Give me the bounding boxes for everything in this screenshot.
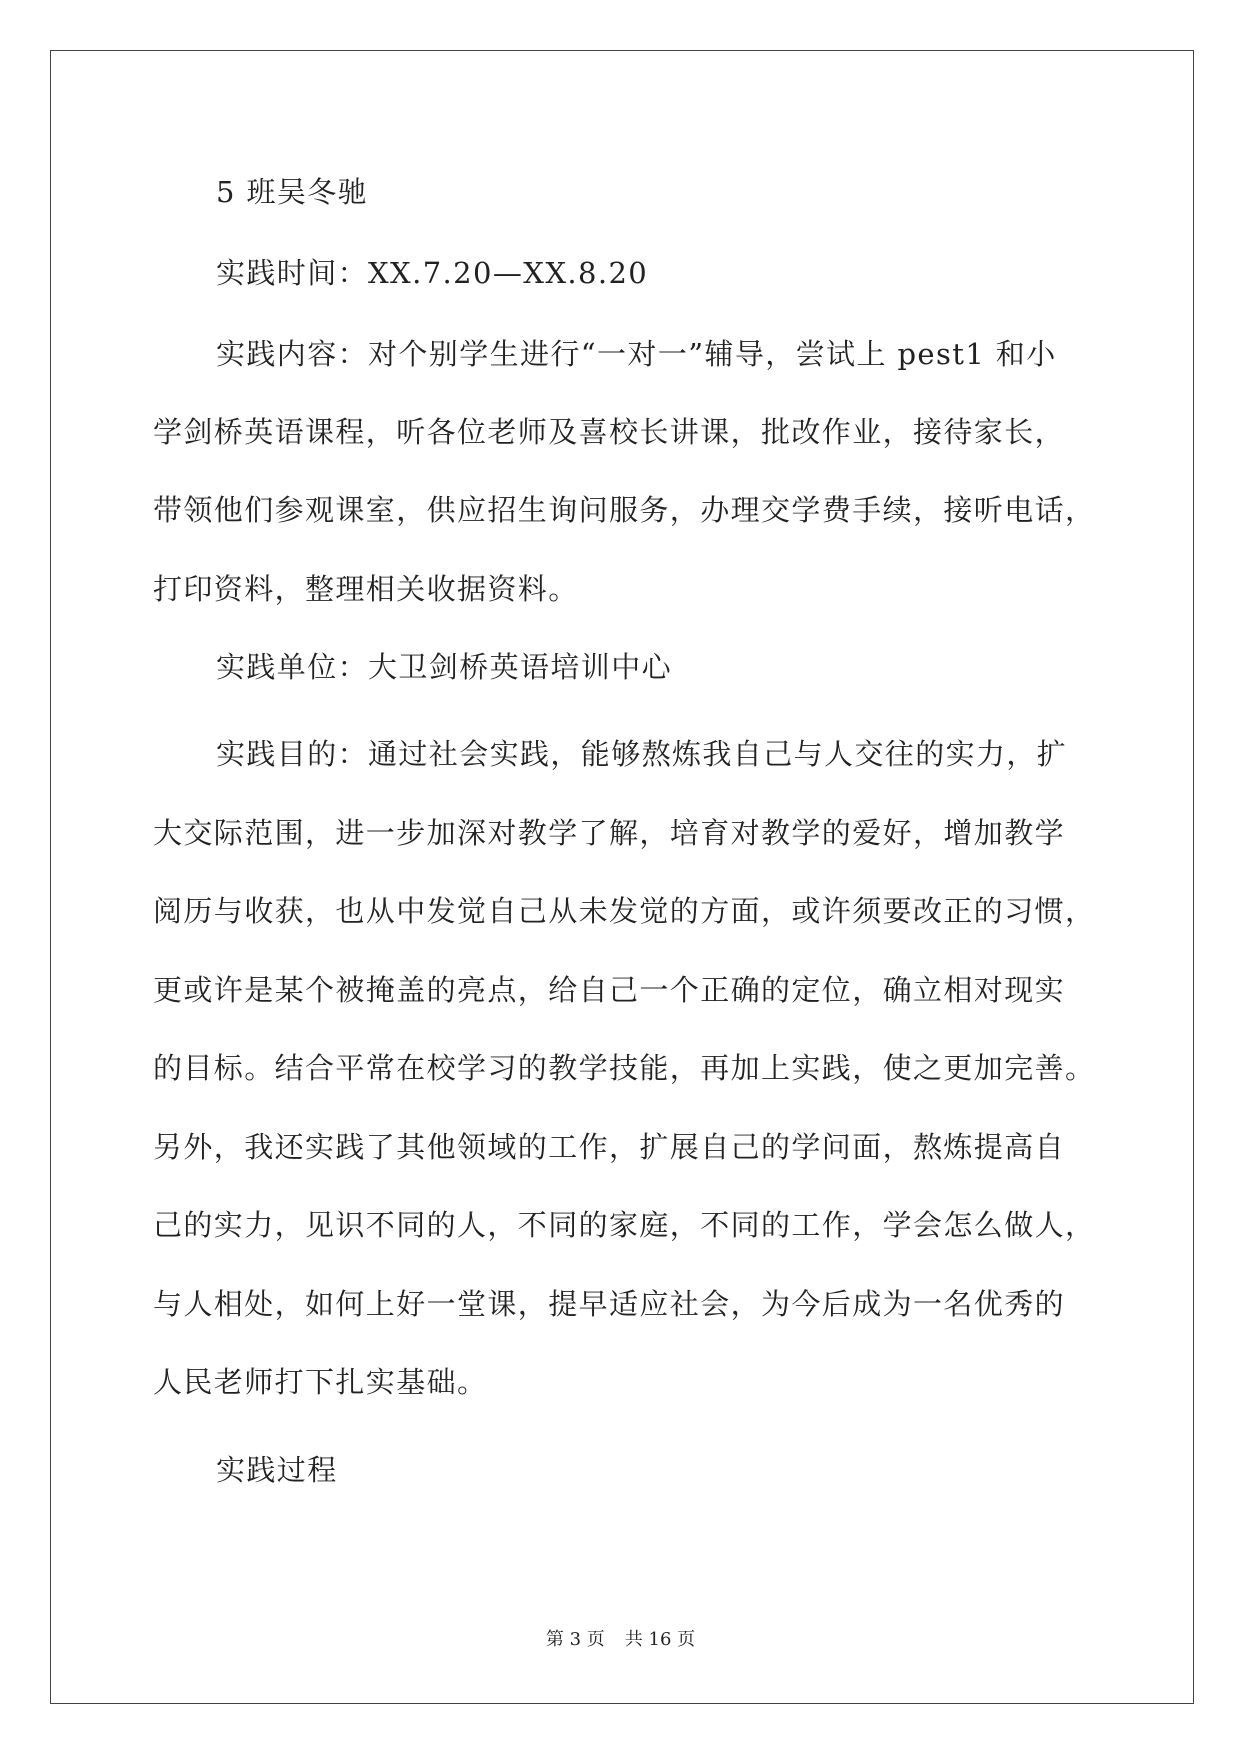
page-total: 共 16 页	[624, 1629, 696, 1650]
practice-process-heading: 实践过程	[216, 1453, 338, 1487]
practice-purpose-line: 另外，我还实践了其他领域的工作，扩展自己的学问面，熬炼提高自	[153, 1130, 1066, 1164]
practice-content-line: 带领他们参观课室，供应招生询问服务，办理交学费手续，接听电话，	[153, 493, 1096, 527]
practice-purpose-line: 与人相处，如何上好一堂课，提早适应社会，为今后成为一名优秀的	[153, 1287, 1066, 1321]
practice-content-line: 学剑桥英语课程，听各位老师及喜校长讲课，批改作业，接待家长，	[153, 415, 1066, 449]
practice-purpose-line: 大交际范围，进一步加深对教学了解，培育对教学的爱好，增加教学	[153, 816, 1066, 850]
practice-purpose-line: 人民老师打下扎实基础。	[153, 1365, 488, 1399]
practice-purpose-line: 阅历与收获，也从中发觉自己从未发觉的方面，或许须要改正的习惯，	[153, 894, 1096, 928]
practice-purpose-line: 的目标。结合平常在校学习的教学技能，再加上实践，使之更加完善。	[153, 1051, 1096, 1085]
practice-content-line: 实践内容：对个别学生进行“一对一”辅导，尝试上 pest1 和小	[216, 337, 1057, 371]
page-number: 第 3 页	[545, 1629, 605, 1650]
practice-purpose-line: 己的实力，见识不同的人，不同的家庭，不同的工作，学会怎么做人，	[153, 1208, 1096, 1242]
class-name-line: 5 班吴冬驰	[216, 175, 369, 209]
practice-content-line: 打印资料，整理相关收据资料。	[153, 572, 579, 606]
practice-purpose-line: 更或许是某个被掩盖的亮点，给自己一个正确的定位，确立相对现实	[153, 973, 1066, 1007]
page-footer	[0, 1628, 1241, 1652]
practice-time-line: 实践时间：XX.7.20—XX.8.20	[216, 256, 649, 290]
practice-purpose-line: 实践目的：通过社会实践，能够熬炼我自己与人交往的实力，扩	[216, 737, 1068, 771]
practice-unit-line: 实践单位：大卫剑桥英语培训中心	[216, 650, 673, 684]
